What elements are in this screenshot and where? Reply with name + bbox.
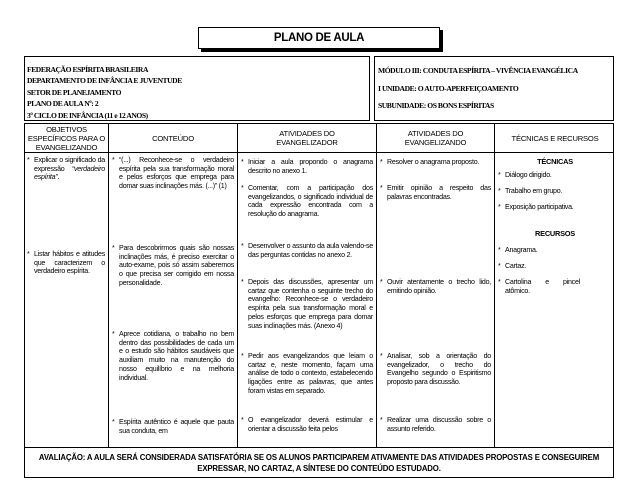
list-item: * O evangelizador deverá estimular e orientar a discussão feita pelos: [241, 416, 373, 433]
header-line-ciclo: 3º CICLO DE INFÂNCIA (11 e 12 ANOS): [27, 110, 148, 120]
header-module: [374, 56, 614, 121]
list-item: * Analisar, sob a orientação do evangelizador, o trecho do Evangelho segundo o Espiritismo proposto para discussão.: [380, 352, 491, 387]
conteudo-text: Espírita autêntico é aquele que pauta sua conduta, em: [119, 418, 234, 435]
header-line-federacao: FEDERAÇÃO ESPÍRITA BRASILEIRA: [27, 65, 148, 74]
objetivo-text: Explicar o significado da expressão: [34, 156, 105, 173]
header-modulo: MÓDULO III: CONDUTA ESPÍRITA – VIVÊNCIA EVANGÉLICA: [378, 66, 578, 75]
list-item: * Realizar uma discussão sobre o assunto referido.: [380, 416, 491, 433]
column-divider: [494, 124, 495, 448]
tecnicas-title: TÉCNICAS: [537, 157, 573, 166]
page-title: PLANO DE AULA: [198, 27, 440, 49]
list-item: * Iniciar a aula propondo o anagrama descrito no anexo 1.: [241, 158, 373, 175]
column-header-atividades-evangelizador: ATIVIDADES DO EVANGELIZADOR: [276, 129, 338, 147]
list-item: * Resolver o anagrama proposto.: [380, 158, 491, 167]
list-item: * Desenvolver o assunto da aula valendo-se das perguntas contidas no anexo 2.: [241, 242, 373, 259]
atividade-text: Desenvolver o assunto da aula valendo-se das perguntas contidas no anexo 2.: [248, 242, 373, 259]
atividade-text: Analisar, sob a orientação do evangelizador, o trecho do Evangelho segundo o Espiritismo proposto para discussão.: [387, 352, 491, 387]
column-header-objetivos: OBJETIVOS ESPECÍFICOS PARA O EVANGELIZANDO: [27, 124, 106, 152]
lesson-plan-table: [24, 123, 614, 478]
list-item: * Comentar, com a participação dos evangelizandos, o significado individual de cada expressão encontrada com a resolução do anagrama.: [241, 184, 373, 219]
column-header-conteudo: CONTEÚDO: [152, 133, 194, 143]
list-item: * Exposição participativa.: [498, 203, 612, 212]
list-item: * Espírita autêntico é aquele que pauta sua conduta, em: [112, 418, 234, 435]
header-unidade: I UNIDADE: O AUTO-APERFEIÇOAMENTO: [378, 84, 519, 93]
column-header-atividades-evangelizando: ATIVIDADES DO EVANGELIZANDO: [404, 129, 467, 147]
atividade-text: Resolver o anagrama proposto.: [387, 158, 480, 166]
recurso-text: Anagrama.: [505, 246, 538, 254]
tecnica-text: Trabalho em grupo.: [505, 187, 563, 195]
column-header-tecnicas: TÉCNICAS E RECURSOS: [511, 133, 599, 143]
column-divider: [237, 124, 238, 448]
column-divider: [108, 124, 109, 448]
conteudo-text: Para descobrirmos quais são nossas inclinações más, é preciso exercitar o auto-exame, pois só assim saberemos o que precisa ser corrigido em nossa personalidade.: [119, 244, 234, 287]
list-item: * Listar hábitos e atitudes que caracterizem o verdadeiro espírita.: [27, 250, 105, 276]
header-divider: [25, 152, 613, 153]
atividade-text: Realizar uma discussão sobre o assunto referido.: [387, 416, 491, 433]
list-item: * Ouvir atentamente o trecho lido, emitindo opinião.: [380, 278, 491, 295]
atividade-text: Ouvir atentamente o trecho lido, emitindo opinião.: [387, 278, 491, 295]
list-item: * Diálogo dirigido.: [498, 171, 612, 180]
list-item: * “(...) Reconhece-se o verdadeiro espírita pela sua transformação moral e pelos esforços que emprega para domar suas inclinações más. (...)” (1): [112, 156, 234, 191]
atividade-text: O evangelizador deverá estimular e orientar a discussão feita pelos: [248, 416, 373, 433]
header-institution: [24, 56, 370, 121]
objetivo-text-end: .: [57, 173, 60, 182]
atividade-text: Pedir aos evangelizandos que leiam o cartaz e, neste momento, façam uma análise de todo o contexto, estabelecendo ligações entre as palavras, que antes foram vistas em separado.: [248, 352, 373, 395]
atividade-text: Emitir opinião a respeito das palavras encontradas.: [387, 184, 491, 201]
list-item: * Emitir opinião a respeito das palavras encontradas.: [380, 184, 491, 201]
header-line-plano: PLANO DE AULA Nº: 2: [27, 99, 99, 109]
recurso-text: Cartolina e pincel atômico.: [505, 278, 580, 295]
header-subunidade: SUBUNIDADE: OS BONS ESPÍRITAS: [378, 101, 494, 110]
recurso-text: Cartaz.: [505, 262, 527, 270]
objetivo-text: Listar hábitos e atitudes que caracterizem o verdadeiro espírita.: [34, 250, 105, 276]
atividade-text: Comentar, com a participação dos evangelizandos, o significado individual de cada expressão encontrada com a resolução do anagrama.: [248, 184, 373, 219]
recursos-title: RECURSOS: [535, 229, 575, 238]
list-item: * Aprece cotidiana, o trabalho no bem dentro das possibilidades de cada um e o estudo são hábitos saudáveis que auxiliam muito na manutenção do nosso equilíbrio e na melhoria individual.: [112, 330, 234, 382]
list-item: * Para descobrirmos quais são nossas inclinações más, é preciso exercitar o auto-exame, pois só assim saberemos o que precisa ser corrigido em nossa personalidade.: [112, 244, 234, 287]
tecnica-text: Exposição participativa.: [505, 203, 574, 211]
list-item: * Anagrama.: [498, 246, 612, 255]
atividade-text: Iniciar a aula propondo o anagrama descrito no anexo 1.: [248, 158, 373, 175]
avaliacao-footer: AVALIAÇÃO: A AULA SERÁ CONSIDERADA SATISFATÓRIA SE OS ALUNOS PARTICIPAREM ATIVAMENTE DAS ATIVIDADES PROPOSTAS E CONSEGUIREM EXPRESSAR, NO CARTAZ, A SÍNTESE DO CONTEÚDO ESTUDADO.: [25, 447, 613, 477]
atividade-text: Depois das discussões, apresentar um cartaz que contenha o seguinte trecho do evangelho: Reconhece-se o verdadeiro espírita pela sua transformação moral e pelos esforços que emprega para domar suas inclinações más. (Anexo 4): [248, 278, 373, 330]
list-item: * Trabalho em grupo.: [498, 187, 612, 196]
list-item: * Cartaz.: [498, 262, 612, 271]
list-item: * Depois das discussões, apresentar um cartaz que contenha o seguinte trecho do evangelho: Reconhece-se o verdadeiro espírita pela sua transformação moral e pelos esforços que emprega para domar suas inclinações más. (Anexo 4): [241, 278, 373, 330]
list-item: * Pedir aos evangelizandos que leiam o cartaz e, neste momento, façam uma análise de todo o contexto, estabelecendo ligações entre as palavras, que antes foram vistas em separado.: [241, 352, 373, 395]
conteudo-text: “(...) Reconhece-se o verdadeiro espírita pela sua transformação moral e pelos esforços que emprega para domar suas inclinações más. (...)” (1): [119, 156, 234, 191]
tecnica-text: Diálogo dirigido.: [505, 171, 552, 179]
header-line-departamento: DEPARTAMENTO DE INFÂNCIA E JUVENTUDE: [27, 76, 182, 86]
conteudo-text: Aprece cotidiana, o trabalho no bem dentro das possibilidades de cada um e o estudo são hábitos saudáveis que auxiliam muito na manutenção do nosso equilíbrio e na melhoria individual.: [119, 330, 234, 382]
list-item: * Cartolina e pincel atômico.: [498, 278, 580, 295]
header-line-setor: SETOR DE PLANEJAMENTO: [27, 87, 122, 97]
list-item: * Explicar o significado da expressão “verdadeiro espírita”.: [27, 156, 105, 182]
objetivo-emphasis: “verdadeiro espírita”: [34, 164, 105, 182]
column-divider: [376, 124, 377, 448]
